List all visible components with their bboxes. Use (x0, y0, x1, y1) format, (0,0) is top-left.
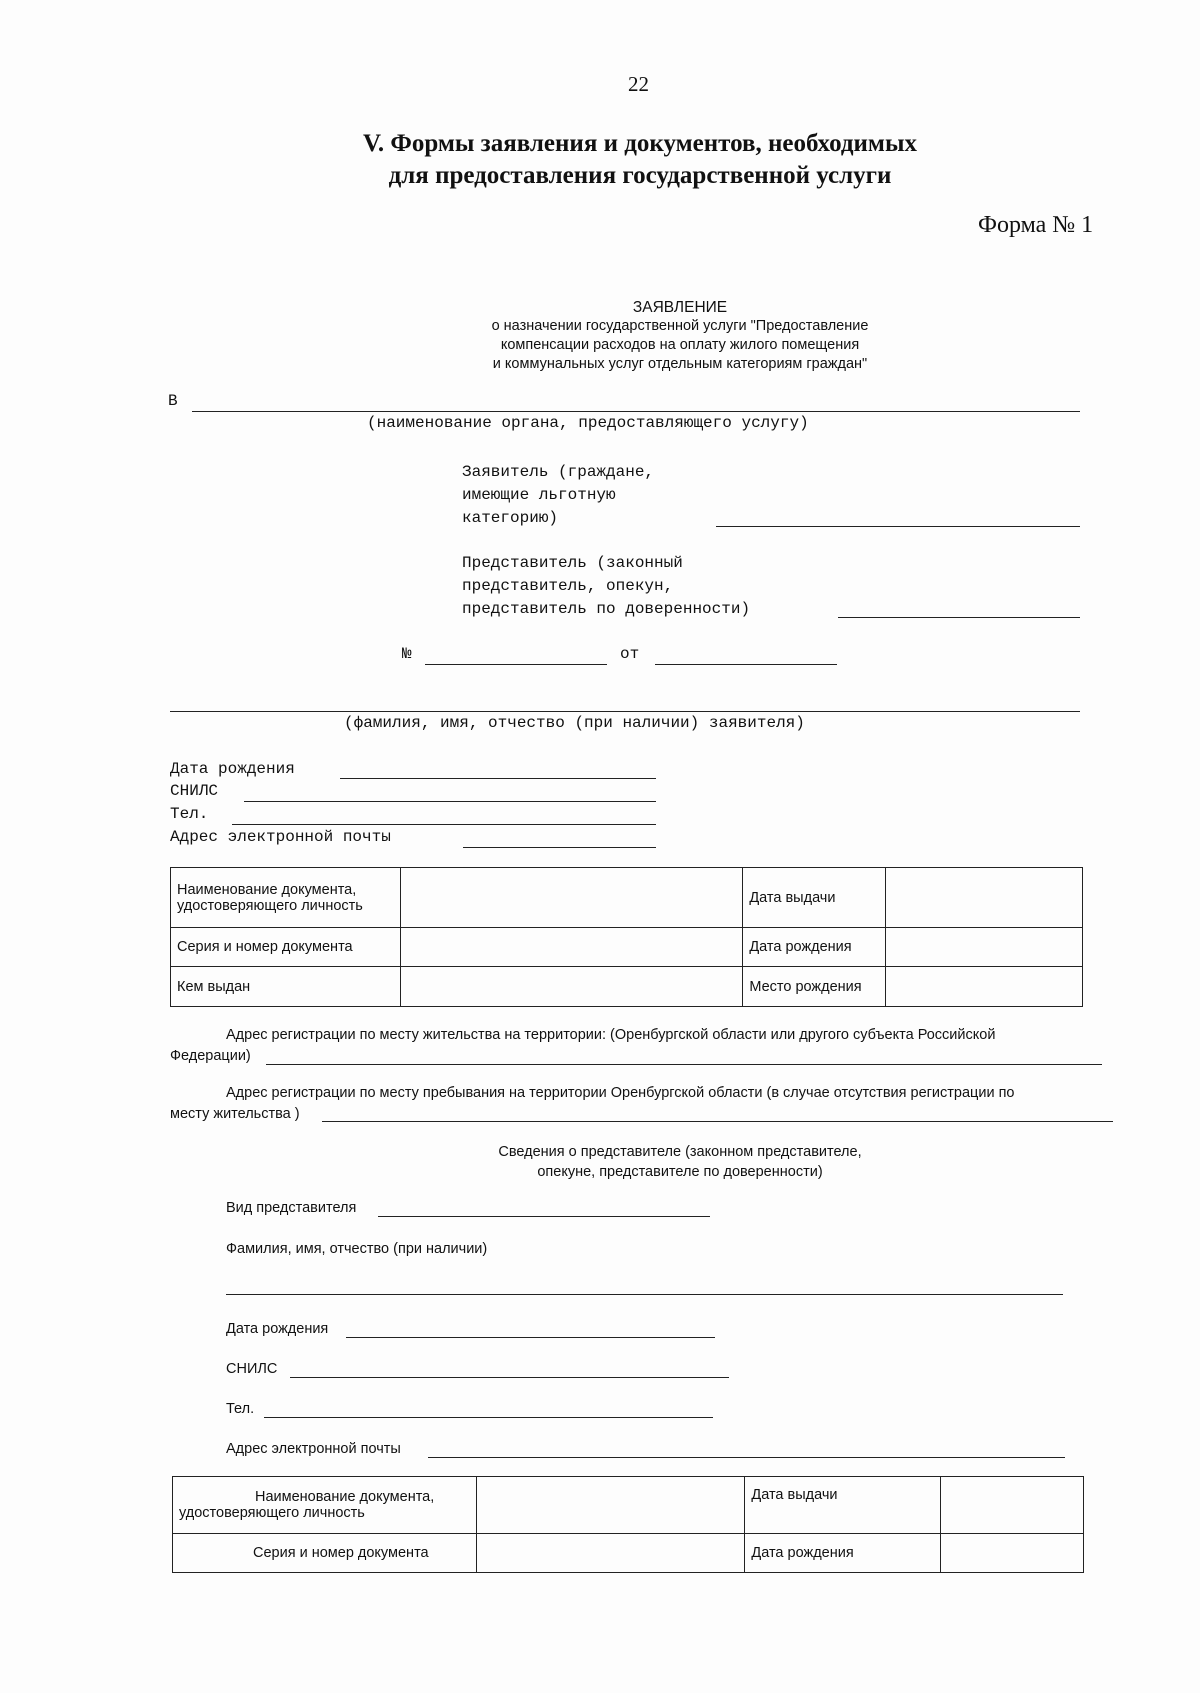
phone-label: Тел. (170, 805, 209, 823)
residence-address-label-line-1: Адрес регистрации по месту жительства на территории: (Оренбургской области или другого субъекта Российской (226, 1027, 996, 1043)
rep-fio-field[interactable] (226, 1294, 1063, 1295)
form-number-label: Форма № 1 (978, 212, 1094, 238)
applicant-label-line-3: категорию) (462, 509, 559, 527)
stay-address-label-line-1: Адрес регистрации по месту пребывания на территории Оренбургской области (в случае отсутствия регистрации по (226, 1085, 1015, 1101)
section-title (220, 128, 1060, 192)
email-label: Адрес электронной почты (170, 828, 391, 846)
email-field[interactable] (463, 847, 656, 848)
birth-date-field[interactable] (340, 778, 656, 779)
section-title-line-2: для предоставления государственной услуги (388, 162, 892, 189)
date-from-label: от (620, 645, 640, 663)
representative-field[interactable] (838, 617, 1080, 618)
representative-label-line-2: представитель, опекун, (462, 577, 674, 595)
rep-series-number-cell[interactable] (476, 1534, 745, 1573)
to-prefix: В (168, 392, 178, 410)
representative-info-heading-line-1: Сведения о представителе (законном представителе, (498, 1144, 862, 1160)
applicant-fio-field[interactable] (170, 711, 1080, 712)
series-number-label: Серия и номер документа (171, 928, 401, 967)
snils-label: СНИЛС (170, 782, 219, 800)
representative-label-line-3: представитель по доверенности) (462, 600, 751, 618)
rep-type-field[interactable] (378, 1216, 710, 1217)
rep-birth-date-field[interactable] (346, 1337, 715, 1338)
applicant-fio-caption: (фамилия, имя, отчество (при наличии) заявителя) (344, 714, 805, 732)
application-heading: ЗАЯВЛЕНИЕ (632, 299, 728, 316)
stay-address-field[interactable] (322, 1121, 1113, 1122)
rep-phone-label: Тел. (226, 1401, 255, 1417)
representative-info-heading (380, 1142, 980, 1182)
rep-phone-field[interactable] (264, 1417, 713, 1418)
residence-address-field[interactable] (266, 1064, 1102, 1065)
issued-by-cell[interactable] (400, 967, 743, 1007)
authority-caption: (наименование органа, предоставляющего услугу) (367, 414, 809, 432)
series-number-cell[interactable] (400, 928, 743, 967)
table-row (171, 868, 1083, 928)
applicant-id-table (170, 867, 1083, 1007)
rep-email-label: Адрес электронной почты (226, 1441, 401, 1457)
applicant-label-line-2: имеющие льготную (462, 486, 616, 504)
residence-address-label-line-2: Федерации) (170, 1048, 251, 1064)
application-subtitle-line-2: компенсации расходов на оплату жилого помещения (500, 337, 860, 353)
applicant-label (462, 461, 654, 530)
rep-doc-name-label (173, 1477, 477, 1534)
date-from-field[interactable] (655, 664, 837, 665)
rep-series-number-label: Серия и номер документа (173, 1534, 477, 1573)
doc-name-cell[interactable] (400, 868, 743, 928)
rep-birth-date-table-cell[interactable] (941, 1534, 1084, 1573)
authority-name-field[interactable] (192, 411, 1080, 412)
rep-birth-date-table-label: Дата рождения (745, 1534, 941, 1573)
birth-date-label: Дата рождения (170, 760, 295, 778)
page-number: 22 (628, 72, 649, 96)
representative-label-line-1: Представитель (законный (462, 554, 683, 572)
rep-doc-name-label-line-2: удостоверяющего личность (179, 1505, 365, 1521)
rep-birth-date-label: Дата рождения (226, 1321, 329, 1337)
applicant-field[interactable] (716, 526, 1080, 527)
representative-id-table (172, 1476, 1084, 1573)
rep-type-label: Вид представителя (226, 1200, 357, 1216)
issue-date-cell[interactable] (886, 868, 1083, 928)
table-row (171, 967, 1083, 1007)
table-birth-date-cell[interactable] (886, 928, 1083, 967)
representative-info-heading-line-2: опекуне, представителе по доверенности) (537, 1164, 823, 1180)
table-birth-date-label: Дата рождения (743, 928, 886, 967)
application-subtitle-line-1: о назначении государственной услуги "Предоставление (491, 318, 869, 334)
rep-issue-date-label: Дата выдачи (745, 1477, 941, 1534)
rep-snils-field[interactable] (290, 1377, 729, 1378)
birth-place-label: Место рождения (743, 967, 886, 1007)
number-label: № (402, 645, 412, 663)
rep-issue-date-cell[interactable] (941, 1477, 1084, 1534)
stay-address-label-line-2: месту жительства ) (170, 1106, 300, 1122)
snils-field[interactable] (244, 801, 656, 802)
table-row (173, 1477, 1084, 1534)
issued-by-label: Кем выдан (171, 967, 401, 1007)
rep-fio-label: Фамилия, имя, отчество (при наличии) (226, 1241, 488, 1257)
birth-place-cell[interactable] (886, 967, 1083, 1007)
issue-date-label: Дата выдачи (743, 868, 886, 928)
table-row (173, 1534, 1084, 1573)
number-field[interactable] (425, 664, 607, 665)
rep-doc-name-label-line-1: Наименование документа, (255, 1489, 435, 1505)
phone-field[interactable] (232, 824, 656, 825)
applicant-label-line-1: Заявитель (граждане, (462, 463, 655, 481)
rep-doc-name-cell[interactable] (476, 1477, 745, 1534)
rep-email-field[interactable] (428, 1457, 1065, 1458)
application-subtitle-line-3: и коммунальных услуг отдельным категориям граждан" (492, 356, 868, 372)
representative-label (462, 552, 750, 621)
doc-name-label: Наименование документа, удостоверяющего личность (171, 868, 401, 928)
application-heading-block (380, 298, 980, 374)
section-title-line-1: V. Формы заявления и документов, необходимых (363, 130, 917, 157)
rep-snils-label: СНИЛС (226, 1361, 278, 1377)
table-row (171, 928, 1083, 967)
